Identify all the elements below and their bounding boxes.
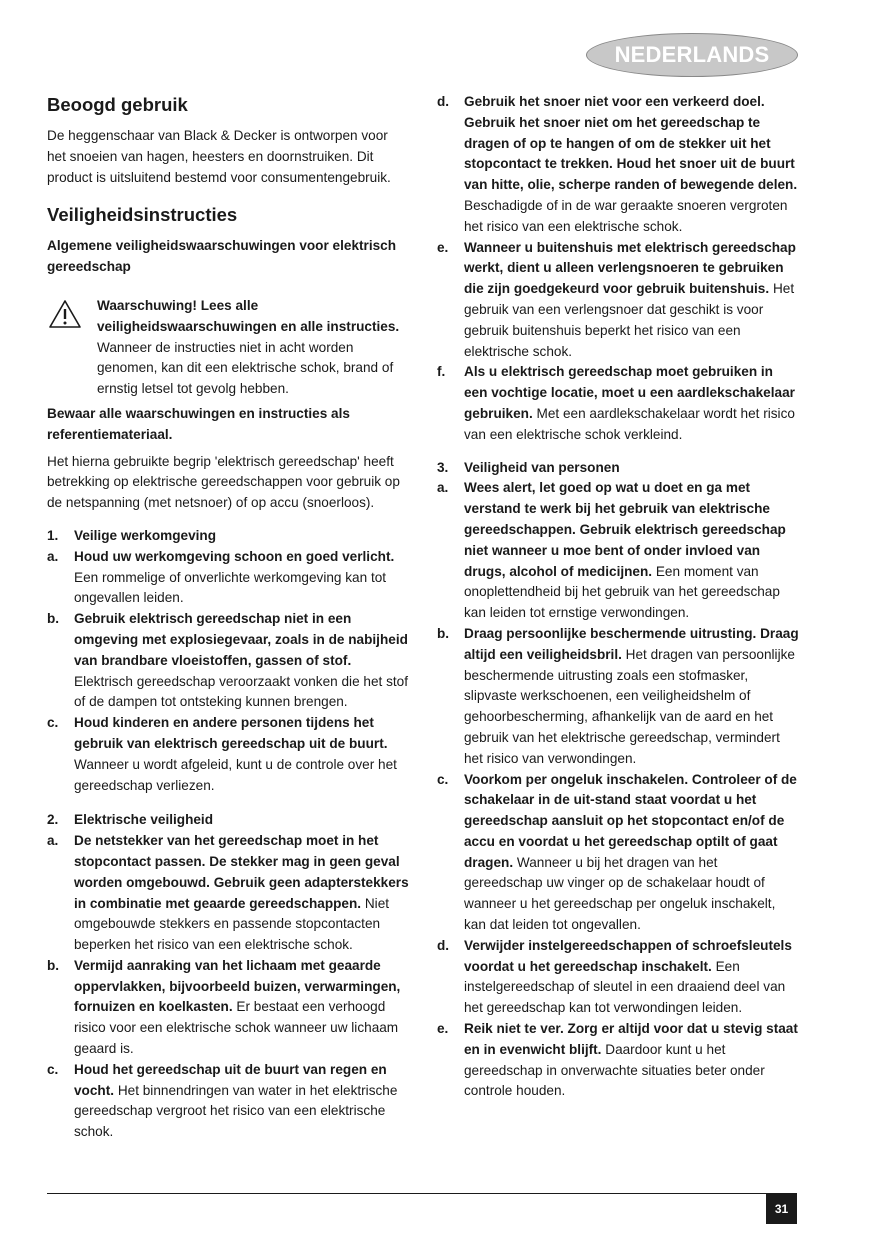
keep-instructions-text: Bewaar alle waarschuwingen en instructies als referentiemateriaal. [47,405,350,442]
safety-title: Veiligheidsinstructies [47,204,238,226]
section-heading: 2. Elektrische veiligheid [47,812,214,828]
list-item: e. Wanneer u buitenshuis met elektrisch gereedschap werkt, dient u alleen verlengsnoeren te gebruiken die zijn goedgekeurd voor gebruik buitenshuis. Het gebruik van een verlengsnoer dat geschikt is voor gebruik buitenshuis beperkt het risico van een elektrische schok. [437,239,796,359]
list-item: b. Gebruik elektrisch gereedschap niet in een omgeving met explosiegevaar, zoals in de nabijheid van brandbare vloeistoffen, gassen of stof. Elektrisch gereedschap veroorzaakt vonken die het stof of de dampen tot ontsteking kunnen brengen. [47,611,408,710]
section-heading: 3. Veiligheid van personen [437,459,620,475]
intended-use-title: Beoogd gebruik [47,94,188,115]
list-item: c. Voorkom per ongeluk inschakelen. Controleer of de schakelaar in de uit-stand staat voordat u het gereedschap aansluit op het stopcontact en/of de accu en voordat u het gereedschap optilt of gaat dragen. Wanneer u bij het dragen van het gereedschap uw vinger op de schakelaar houdt of wanneer u het gereedschap per ongeluk inschakelt, kan dat leiden tot ongevallen. [437,771,797,933]
warning-bold-text: Waarschuwing! Lees alle veiligheidswaarschuwingen en alle instructies. [97,297,400,334]
list-item: b. Draag persoonlijke beschermende uitrusting. Draag altijd een veiligheidsbril. Het dragen van persoonlijke beschermende uitrusting zoals een stofmasker, slipvaste werkschoenen, een veiligheidshelm of gehoorbescherming, afhankelijk van de aard en het gebruik van het elektrische gereedschap, vermindert het risico van verwondingen. [437,625,799,766]
list-item: d. Gebruik het snoer niet voor een verkeerd doel. Gebruik het snoer niet om het gereedschap te dragen of op te hangen of om de stekker uit het stopcontact te trekken. Houd het snoer uit de buurt van hitte, olie, scherpe randen of bewegende delen. Beschadigde of in de war geraakte snoeren vergroten het risico van een elektrische schok. [437,94,798,234]
list-item: d. Verwijder instelgereedschappen of schroefsleutels voordat u het gereedschap inschakelt. Een instelgereedschap of sleutel in een draaiend deel van het gereedschap kan tot verwondingen leiden. [437,937,792,1016]
section-heading: 1. Veilige werkomgeving [47,527,217,543]
list-item: c. Houd het gereedschap uit de buurt van regen en vocht. Het binnendringen van water in het elektrische gereedschap vergroot het risico van een elektrische schok. [47,1061,398,1140]
page-number: 31 [774,1201,789,1216]
page-number-box [766,1193,797,1224]
intended-use-text: De heggenschaar van Black & Decker is ontworpen voor het snoeien van hagen, heesters en doornstruiken. Dit product is uitsluitend bestemd voor consumentengebruik. [47,128,391,185]
list-item: b. Vermijd aanraking van het lichaam met geaarde oppervlakken, bijvoorbeeld buizen, verwarmingen, fornuizen en koelkasten. Er bestaat een verhoogd risico voor een elektrische schok wanneer uw lichaam geaard is. [47,957,401,1057]
definition-text: Het hierna gebruikte begrip 'elektrisch gereedschap' heeft betrekking op elektrische gereedschappen voor gebruik op de netspanning (met netsnoer) of op accu (snoerloos). [47,453,400,511]
warning-block [47,296,409,400]
list-item: a. Wees alert, let goed op wat u doet en ga met verstand te werk bij het gebruik van elektrische gereedschappen. Gebruik elektrisch gereedschap niet wanneer u moe bent of onder invloed van drugs, alcohol of medicijnen. Een moment van onoplettendheid bij het gebruik van het gereedschap kan leiden tot ernstige verwondingen. [437,480,786,621]
list-item: e. Reik niet te ver. Zorg er altijd voor dat u stevig staat en in evenwicht blijft. Daardoor kunt u het gereedschap in onverwachte situaties beter onder controle houden. [437,1021,798,1099]
list-item: f. Als u elektrisch gereedschap moet gebruiken in een vochtige locatie, moet u een aardlekschakelaar gebruiken. Met een aardlekschakelaar wordt het risico van een elektrische schok verkleind. [437,364,795,442]
list-item: c. Houd kinderen en andere personen tijdens het gebruik van elektrisch gereedschap uit de buurt. Wanneer u wordt afgeleid, kunt u de controle over het gereedschap verliezen. [47,715,397,793]
general-warnings-heading: Algemene veiligheidswaarschuwingen voor elektrisch gereedschap [47,238,397,275]
list-item: a. Houd uw werkomgeving schoon en goed verlicht. Een rommelige of onverlichte werkomgeving kan tot ongevallen leiden. [47,548,395,606]
left-column [47,92,409,1143]
footer-divider [47,1193,797,1194]
warning-text: Wanneer de instructies niet in acht worden genomen, kan dit een elektrische schok, brand of ernstig letsel tot gevolg hebben. [97,339,394,397]
right-column [437,92,799,1102]
list-item: a. De netstekker van het gereedschap moet in het stopcontact passen. De stekker mag in geen geval worden omgebouwd. Gebruik geen adapterstekkers in combinatie met geaarde gereedschappen. Niet omgebouwde stekkers en passende stopcontacten beperken het risico van een elektrische schok. [47,833,409,953]
language-label: NEDERLANDS [614,42,770,67]
language-badge [586,33,798,77]
warning-triangle-icon [47,296,97,400]
